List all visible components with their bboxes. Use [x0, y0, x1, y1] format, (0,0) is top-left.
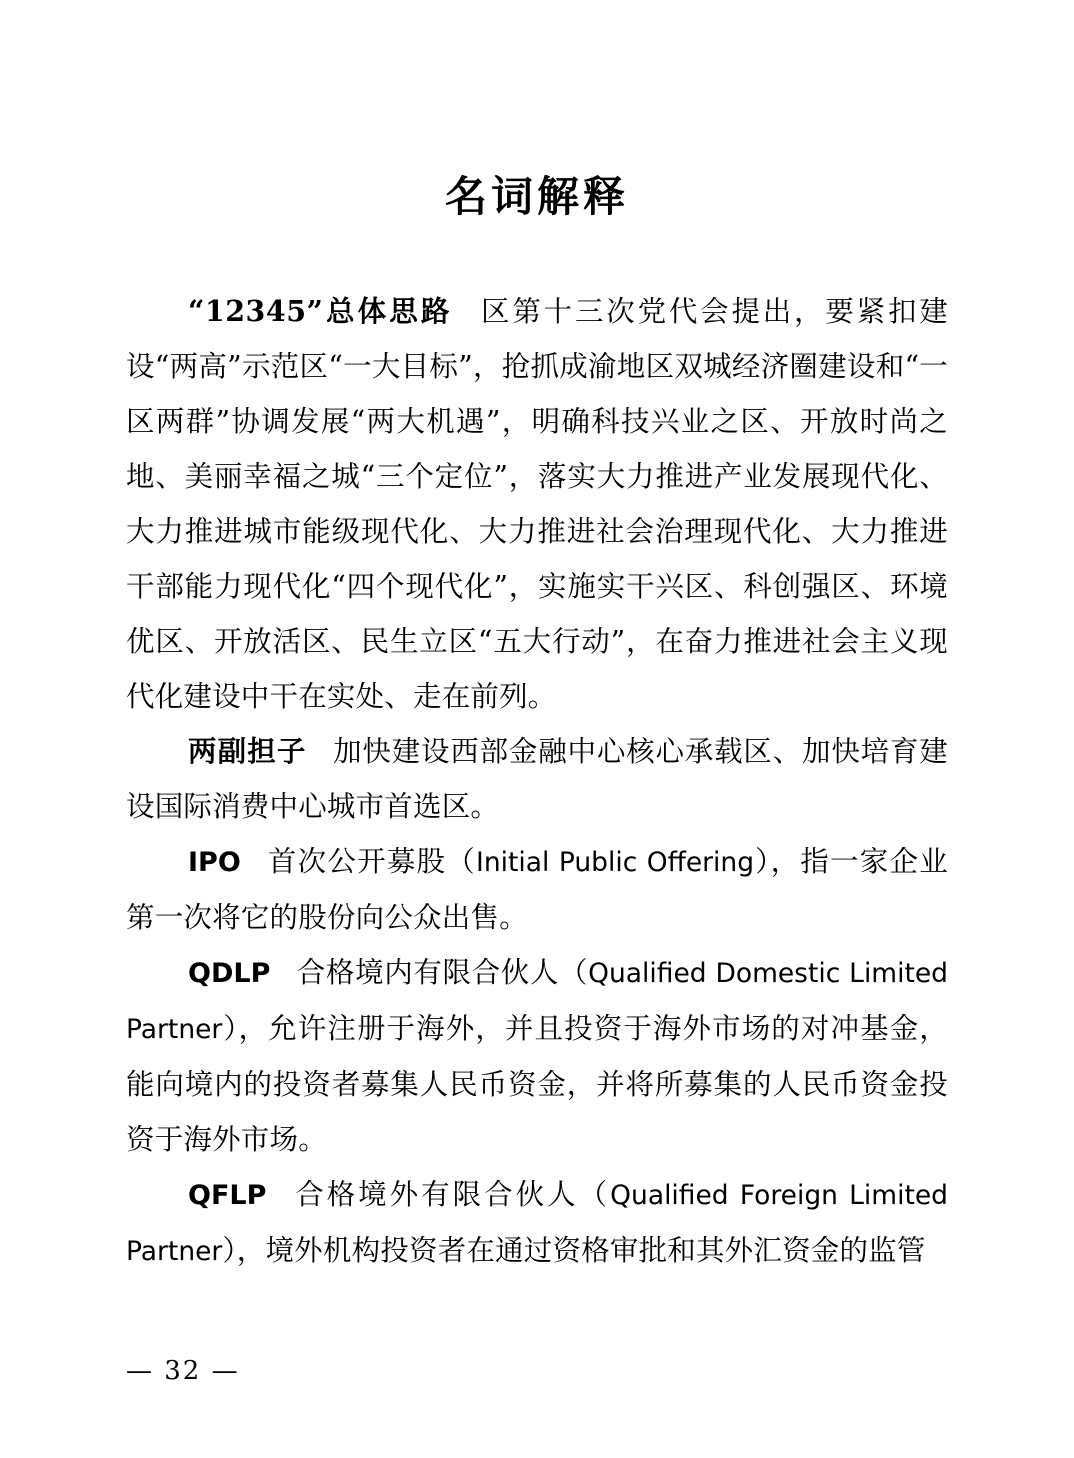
glossary-definition: 加快建设西部金融中心核心承载区、加快培育建设国际消费中心城市首选区。: [126, 735, 948, 824]
glossary-definition-english: Initial Public Offering: [476, 847, 755, 879]
glossary-term: QDLP: [188, 958, 271, 990]
glossary-entry-qflp: [126, 1167, 948, 1279]
glossary-definition-pre: 合格境外有限合伙人（: [292, 1178, 611, 1212]
glossary-definition-post: ），允许注册于海外，并且投资于海外市场的对冲基金，能向境内的投资者募集人民币资金，并将所募集的人民币资金投资于海外市场。: [126, 1012, 948, 1157]
glossary-term: 两副担子: [188, 734, 307, 769]
glossary-definition-pre: 首次公开募股（: [266, 845, 477, 879]
glossary-entry-qdlp: [126, 945, 948, 1167]
page-title: 名词解释: [444, 172, 629, 221]
document-body: [126, 284, 948, 1279]
glossary-entry-ipo: [126, 834, 948, 945]
glossary-definition-english: Qualified Foreign Limited Partner: [126, 1180, 948, 1268]
page-number: — 32 —: [126, 1356, 240, 1386]
glossary-term: IPO: [188, 847, 241, 879]
glossary-definition-english: Qualified Domestic Limited Partner: [126, 958, 948, 1046]
glossary-definition: 区第十三次党代会提出，要紧扣建设“两高”示范区“一大目标”，抢抓成渝地区双城经济圈建设和“一区两群”协调发展“两大机遇”，明确科技兴业之区、开放时尚之地、美丽幸福之城“三个定位”，落实大力推进产业发展现代化、大力推进城市能级现代化、大力推进社会治理现代化、大力推进干部能力现代化“四个现代化”，实施实干兴区、科创强区、环境优区、开放活区、民生立区“五大行动”，在奋力推进社会主义现代化建设中干在实处、走在前列。: [126, 295, 948, 714]
glossary-entry-liangfudanzi: [126, 724, 948, 834]
glossary-definition-pre: 合格境内有限合伙人（: [296, 956, 589, 990]
glossary-definition-post: ），境外机构投资者在通过资格审批和其外汇资金的监管: [222, 1234, 926, 1268]
glossary-entry-12345: [126, 284, 948, 724]
glossary-term: QFLP: [188, 1180, 267, 1212]
glossary-definition-post: ），指一家企业第一次将它的股份向公众出售。: [126, 845, 948, 935]
glossary-term: “12345”总体思路: [188, 294, 453, 329]
